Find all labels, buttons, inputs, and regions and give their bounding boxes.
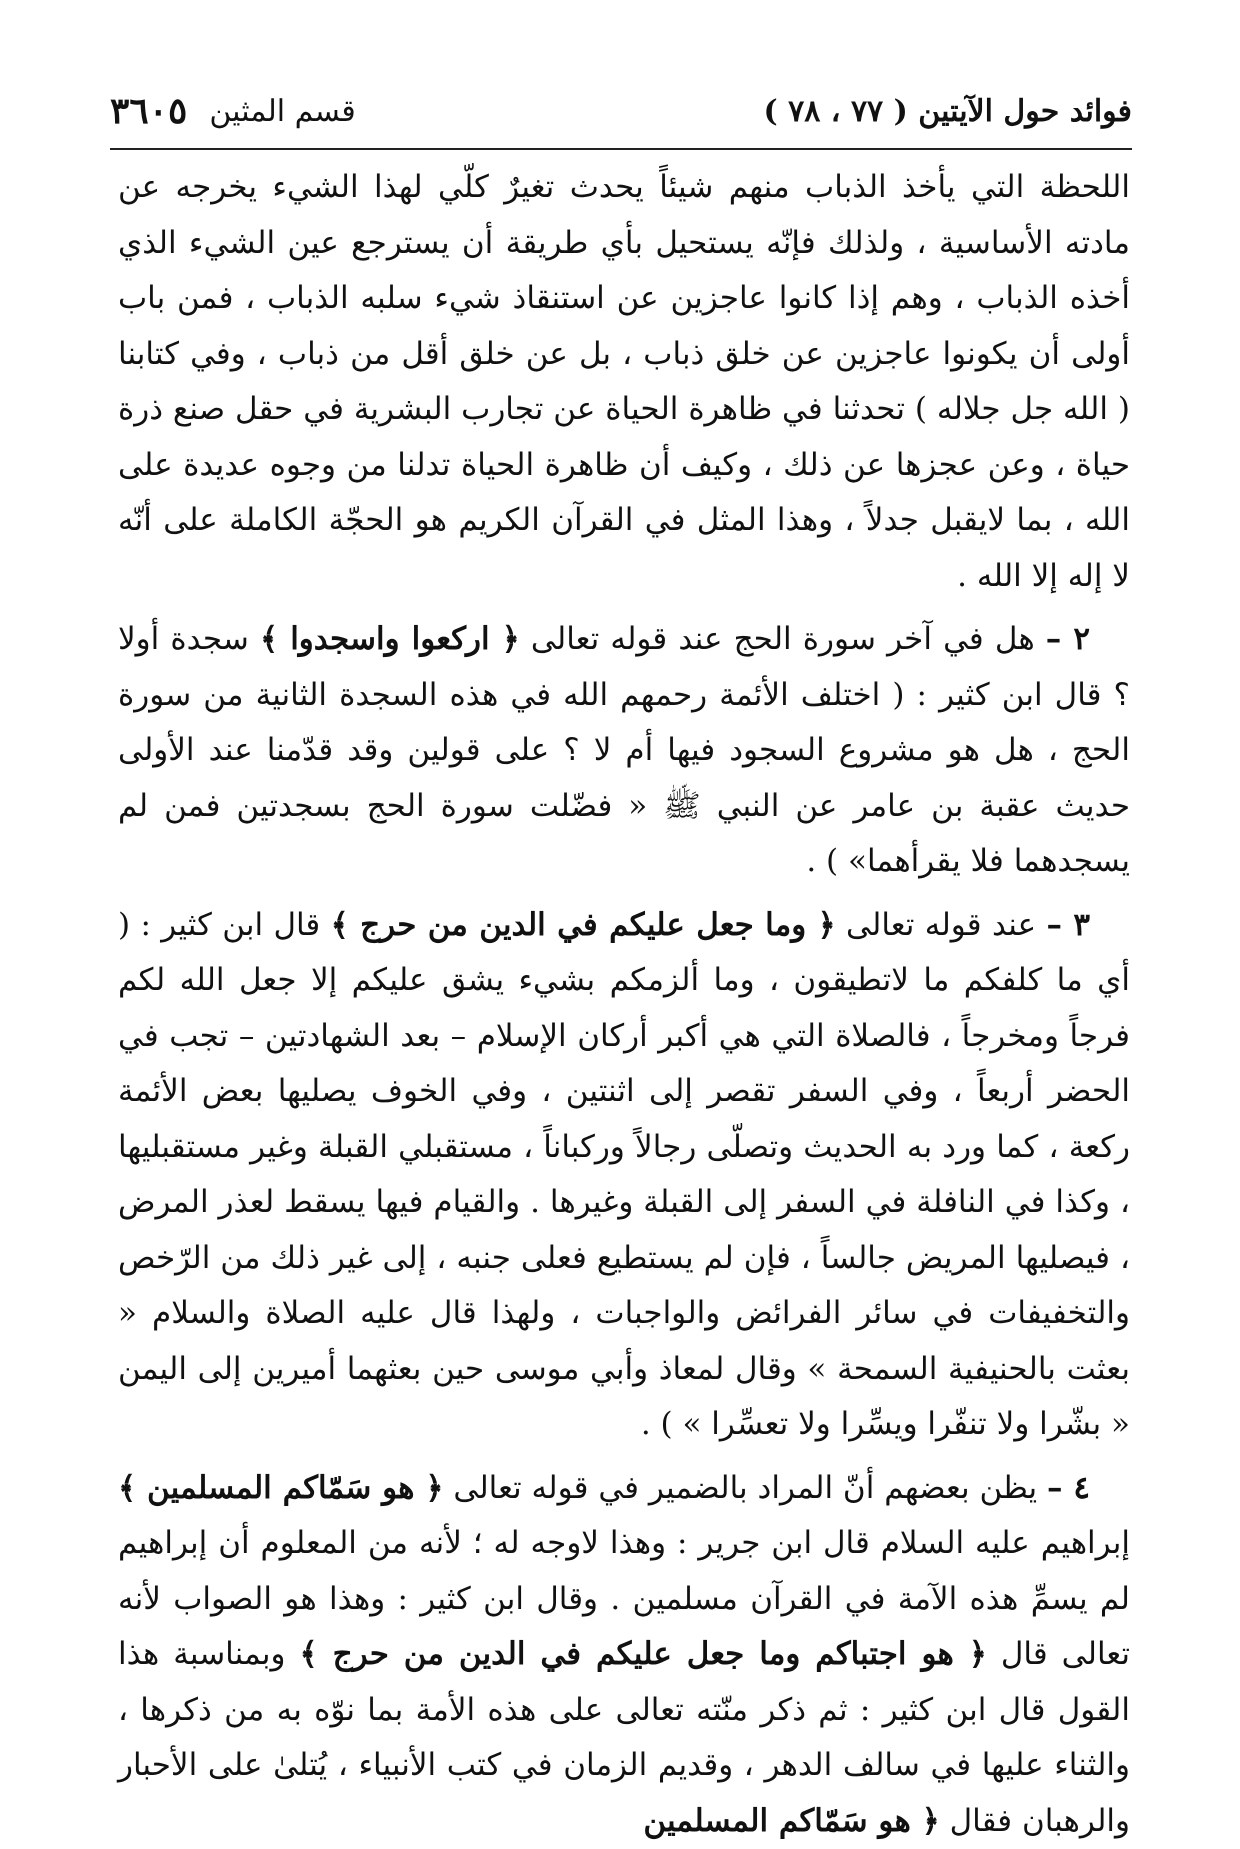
text-span: هل في آخر سورة الحج عند قوله تعالى [520, 621, 1046, 657]
section-name: قسم المثين [209, 94, 355, 129]
text-span: وبمناسبة هذا القول قال ابن كثير : ثم ذكر منّته تعالى على هذه الأمة بما نوّه به من ذكرها ، والثناء عليها في سالف الدهر ، وقديم الزمان في كتب الأنبياء ، يُتلىٰ على الأحبار والرهبان فقال [118, 1636, 1130, 1839]
paragraph-note-2 [118, 612, 1130, 890]
text-span: إبراهيم عليه السلام قال ابن جرير : وهذا لاوجه له ؛ لأنه من المعلوم أن إبراهيم لم يسمِّ هذه الآمة في القرآن مسلمين . وقال ابن كثير : وهذا هو الصواب لأنه تعالى قال [118, 1525, 1130, 1672]
quran-verse: ﴿ اركعوا واسجدوا ﴾ [260, 621, 520, 657]
text-span: عند قوله تعالى [836, 907, 1047, 943]
quran-verse: ﴿ هو سَمّاكم المسلمين ﴾ [118, 1470, 443, 1506]
paragraph-continuation: اللحظة التي يأخذ الذباب منهم شيئاً يحدث تغيرٌ كلّي لهذا الشيء يخرجه عن مادته الأساسية ، ولذلك فإنّه يستحيل بأي طريقة أن يسترجع عين الشيء الذي أخذه الذباب ، وهم إذا كانوا عاجزين عن استنقاذ شيء سلبه الذباب ، فمن باب أولى أن يكونوا عاجزين عن خلق ذباب ، بل عن خلق أقل من ذباب ، وفي كتابنا ( الله جل جلاله ) تحدثنا في ظاهرة الحياة عن تجارب البشرية في حقل صنع ذرة حياة ، وعن عجزها عن ذلك ، وكيف أن ظاهرة الحياة تدلنا من وجوه عديدة على الله ، بما لايقبل جدلاً ، وهذا المثل في القرآن الكريم هو الحجّة الكاملة على أنّه لا إله إلا الله . [118, 160, 1130, 604]
body-text [118, 160, 1130, 1849]
note-number: ٢ – [1046, 621, 1090, 657]
quran-verse: ﴿ وما جعل عليكم في الدين من حرج ﴾ [331, 907, 836, 943]
page-number: ٣٦٠٥ [110, 90, 187, 132]
running-header [110, 86, 1132, 136]
quran-verse: ﴿ هو اجتباكم وما جعل عليكم في الدين من حرج ﴾ [299, 1636, 986, 1672]
paragraph-note-3 [118, 898, 1130, 1453]
note-number: ٣ – [1047, 907, 1090, 943]
running-title: فوائد حول الآيتين ( ٧٧ ، ٧٨ ) [763, 94, 1132, 129]
paragraph-note-4 [118, 1461, 1130, 1849]
header-rule [110, 148, 1132, 150]
note-number: ٤ – [1047, 1470, 1090, 1506]
quran-verse: ﴿ هو سَمّاكم المسلمين [643, 1803, 939, 1839]
header-right-group [110, 90, 356, 132]
text-span: سجدة أولا ؟ قال ابن كثير : ( اختلف الأئمة رحمهم الله في هذه السجدة الثانية من سورة الحج ، هل هو مشروع السجود فيها أم لا ؟ على قولين وقد قدّمنا عند الأولى حديث عقبة بن عامر عن النبي ﷺ « فضّلت سورة الحج بسجدتين فمن لم يسجدهما فلا يقرأهما» ) . [118, 621, 1130, 879]
text-span: قال ابن كثير : ( أي ما كلفكم ما لاتطيقون ، وما ألزمكم بشيء يشق عليكم إلا جعل الله لكم فرجاً ومخرجاً ، فالصلاة التي هي أكبر أركان الإسلام – بعد الشهادتين – تجب في الحضر أربعاً ، وفي السفر تقصر إلى اثنتين ، وفي الخوف يصليها بعض الأئمة ركعة ، كما ورد به الحديث وتصلّى رجالاً وركباناً ، مستقبلي القبلة وغير مستقبليها ، وكذا في النافلة في السفر إلى القبلة وغيرها . والقيام فيها يسقط لعذر المرض ، فيصليها المريض جالساً ، فإن لم يستطيع فعلى جنبه ، إلى غير ذلك من الرّخص والتخفيفات في سائر الفرائض والواجبات ، ولهذا قال عليه الصلاة والسلام « بعثت بالحنيفية السمحة » وقال لمعاذ وأبي موسى حين بعثهما أميرين إلى اليمن « بشّرا ولا تنفّرا ويسِّرا ولا تعسِّرا » ) . [118, 907, 1130, 1443]
text-span: يظن بعضهم أنّ المراد بالضمير في قوله تعالى [443, 1470, 1047, 1506]
